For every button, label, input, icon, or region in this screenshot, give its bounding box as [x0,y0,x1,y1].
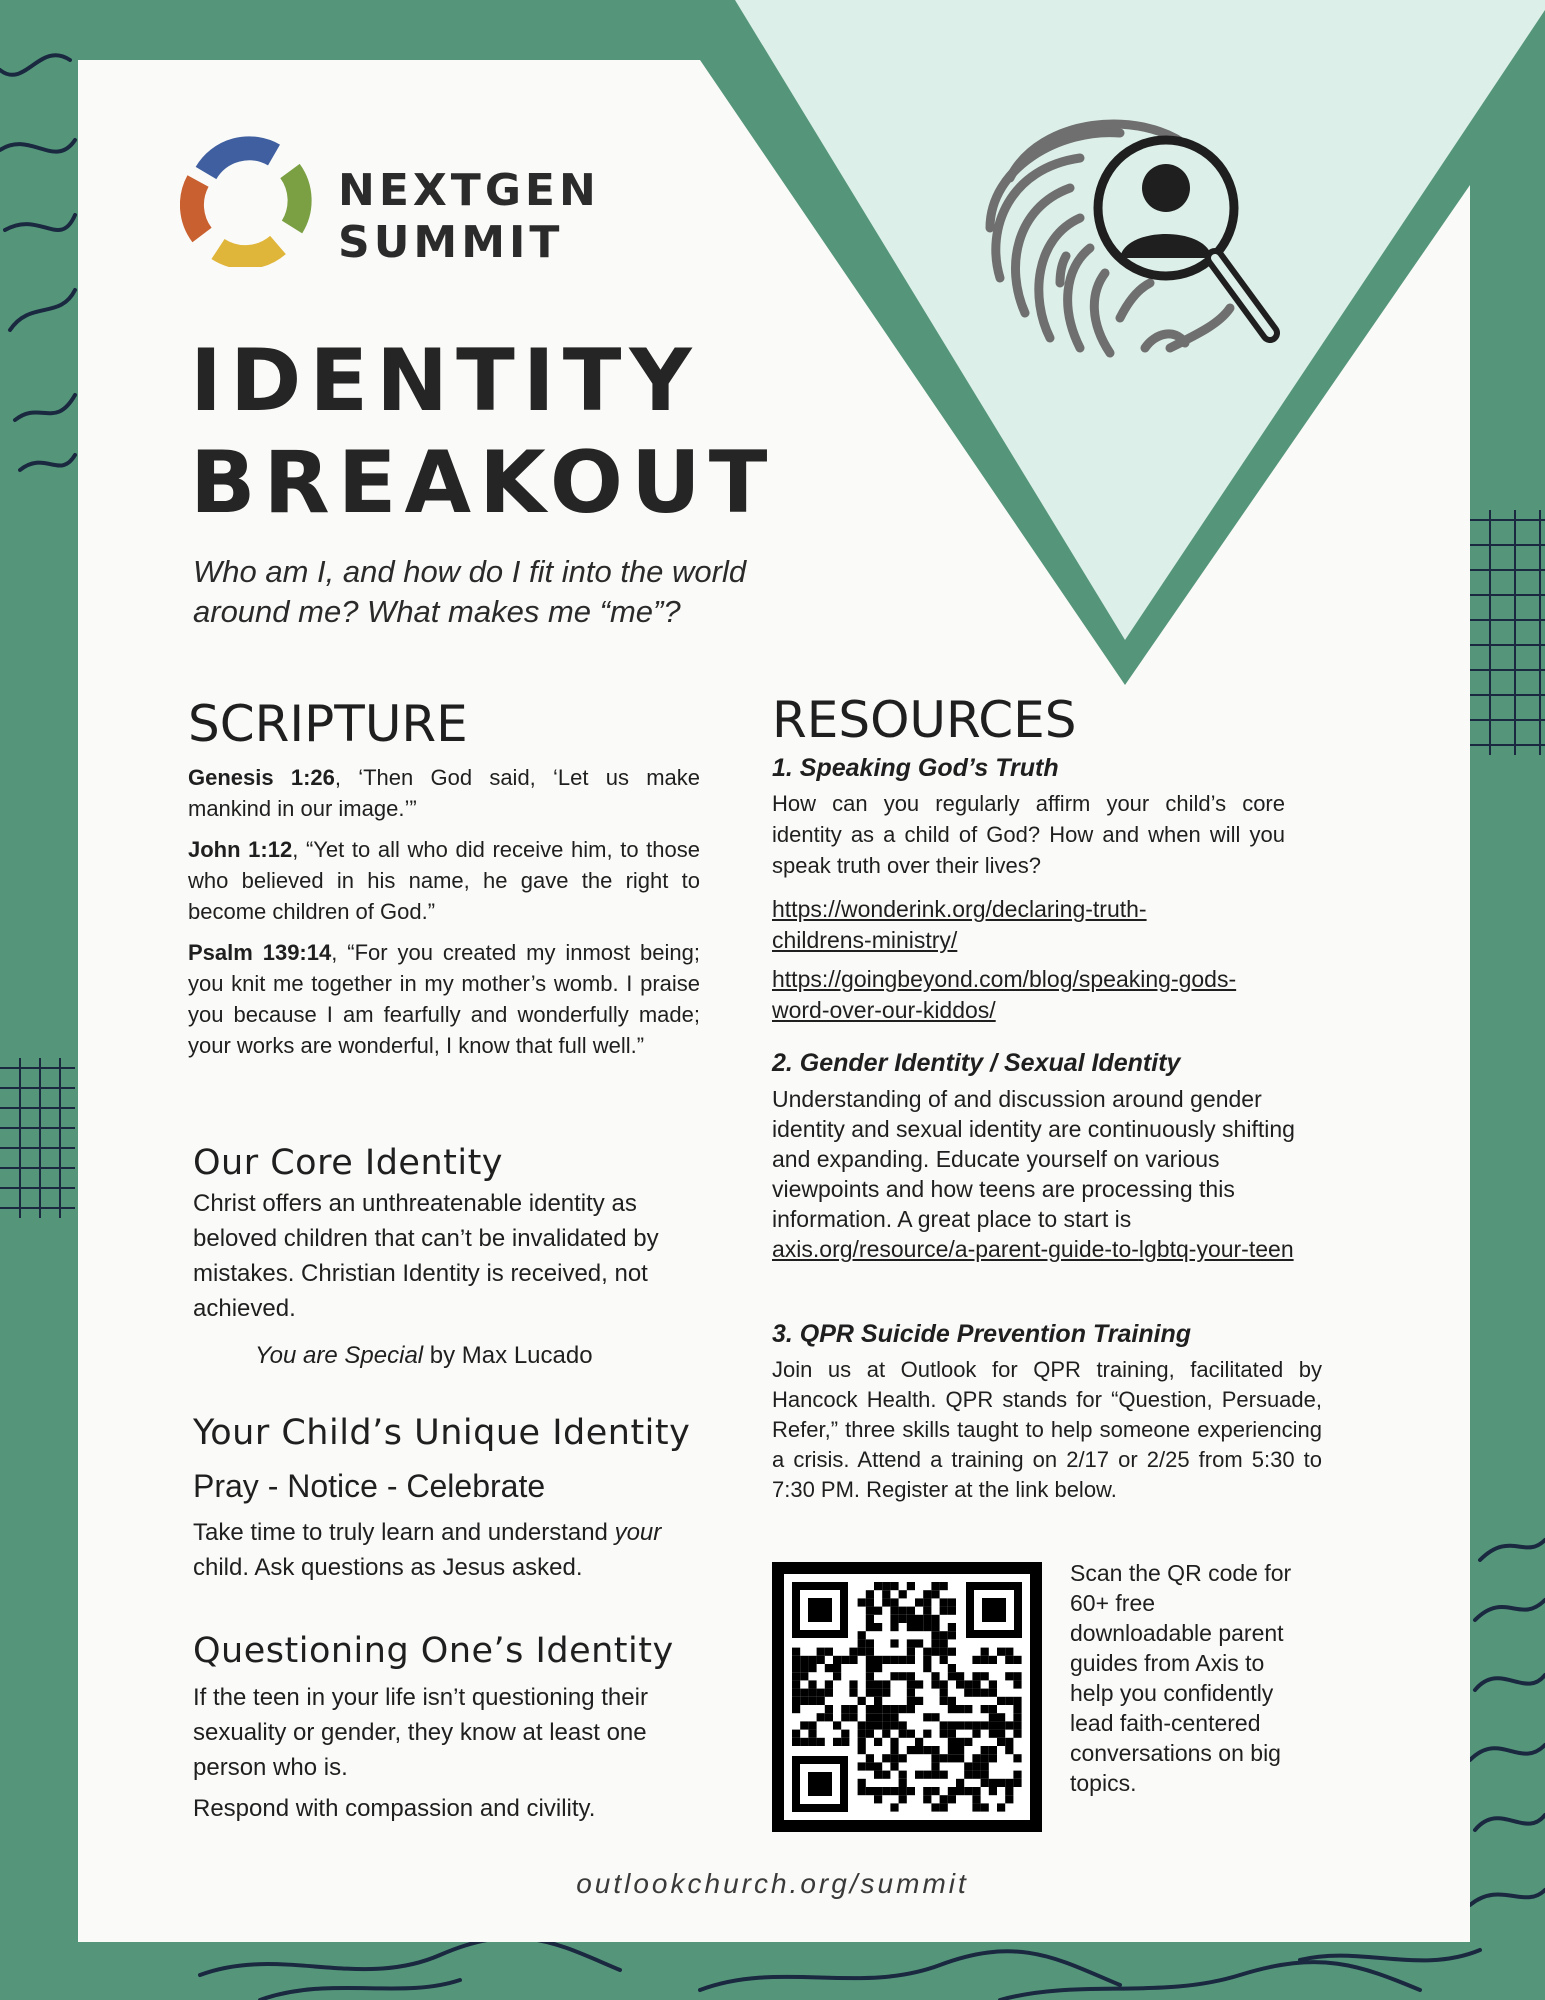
body-emphasis: your [614,1519,662,1546]
verse-text: , “Yet to all who did receive him, to those who believed in his name, he gave the right to become children of God.” [188,837,700,924]
resource-1-link-1[interactable] [772,894,1147,956]
questioning-body-2: Respond with compassion and civility. [193,1795,596,1822]
brand-name [338,165,600,269]
resource-2-link-cont[interactable]: lgbtq-your-teen [1138,1236,1294,1262]
verse-john [188,834,700,927]
link-line[interactable]: word-over-our-kiddos/ [772,997,996,1023]
resource-1-body: How can you regularly affirm your child’s core identity as a child of God? How and when will you speak truth over their lives? [772,791,1285,878]
qr-code-icon [772,1562,1042,1832]
resource-1-link-2[interactable] [772,964,1236,1026]
qr-note: Scan the QR code for 60+ free downloadable parent guides from Axis to help you confidently lead faith-centered conversations on big topics. [1070,1560,1292,1796]
body-text: Understanding of and discussion around gender identity and sexual identity are continuously shifting and expanding. Educate yourself on various viewpoints and how teens are processing this information. A great place to start is [772,1086,1295,1232]
resource-2-title: 2. Gender Identity / Sexual Identity [772,1049,1181,1077]
brand-line-2: SUMMIT [338,217,564,268]
subtitle-line-2: around me? What makes me “me”? [193,594,681,629]
link-line[interactable]: https://goingbeyond.com/blog/speaking-gods- [772,966,1237,992]
page-title [190,330,775,534]
resource-2-link[interactable]: axis.org/resource/a-parent-guide-to- [772,1236,1139,1262]
unique-identity-heading: Your Child’s Unique Identity [193,1413,691,1453]
core-identity-heading: Our Core Identity [193,1143,504,1183]
body-part: child. Ask questions as Jesus asked. [193,1554,583,1581]
subtitle [193,552,873,632]
title-line-1: IDENTITY [190,331,700,431]
resources-heading: RESOURCES [772,691,1077,749]
questioning-body-1: If the teen in your life isn’t questioning their sexuality or gender, they know at least one person who is. [193,1684,648,1781]
verse-genesis [188,762,700,824]
resource-1-title: 1. Speaking God’s Truth [772,754,1059,782]
resource-3-title: 3. QPR Suicide Prevention Training [772,1320,1192,1348]
title-line-2: BREAKOUT [190,433,776,533]
verse-text: , “For you created my inmost being; you knit me together in my mother’s womb. I praise you because I am fearfully and wonderfully made; your works are wonderful, I know that full well.” [188,940,701,1058]
scripture-verses [188,762,700,1071]
brand-line-1: NEXTGEN [338,165,600,216]
book-title: You are Special [255,1342,424,1369]
unique-identity-tagline: Pray - Notice - Celebrate [193,1468,546,1504]
verse-text: , ‘Then God said, ‘Let us make mankind in our image.’” [188,765,700,821]
link-line[interactable]: https://wonderink.org/declaring-truth- [772,896,1147,922]
core-identity-body: Christ offers an unthreatenable identity as beloved children that can’t be invalidated by mistakes. Christian Identity is received, not achieved. [193,1190,659,1322]
link-line[interactable]: childrens-ministry/ [772,927,958,953]
verse-ref: John 1:12 [188,837,293,862]
verse-ref: Genesis 1:26 [188,765,335,790]
color-ring-logo-icon [180,135,312,267]
resource-3-body: Join us at Outlook for QPR training, facilitated by Hancock Health. QPR stands for “Question, Persuade, Refer,” three skills taught to help someone experiencing a crisis. Attend a training on 2/17 or 2/25 from 5:30 to 7:30 PM. Register at the link below. [772,1357,1322,1502]
verse-ref: Psalm 139:14 [188,940,332,965]
grid-left [0,1058,75,1218]
qr-code[interactable] [772,1562,1042,1832]
book-author: by Max Lucado [423,1342,593,1369]
unique-identity-body [193,1515,713,1585]
body-part: Take time to truly learn and understand [193,1519,615,1546]
book-reference [255,1338,593,1373]
subtitle-line-1: Who am I, and how do I fit into the world [193,554,747,589]
questioning-heading: Questioning One’s Identity [193,1631,674,1671]
scripture-heading: SCRIPTURE [188,695,468,753]
verse-psalm [188,937,700,1061]
grid-right [1470,510,1545,755]
fingerprint-magnifier-icon [970,108,1290,358]
footer-url[interactable]: outlookchurch.org/summit [576,1868,969,1899]
resource-2-body [772,1084,1327,1264]
